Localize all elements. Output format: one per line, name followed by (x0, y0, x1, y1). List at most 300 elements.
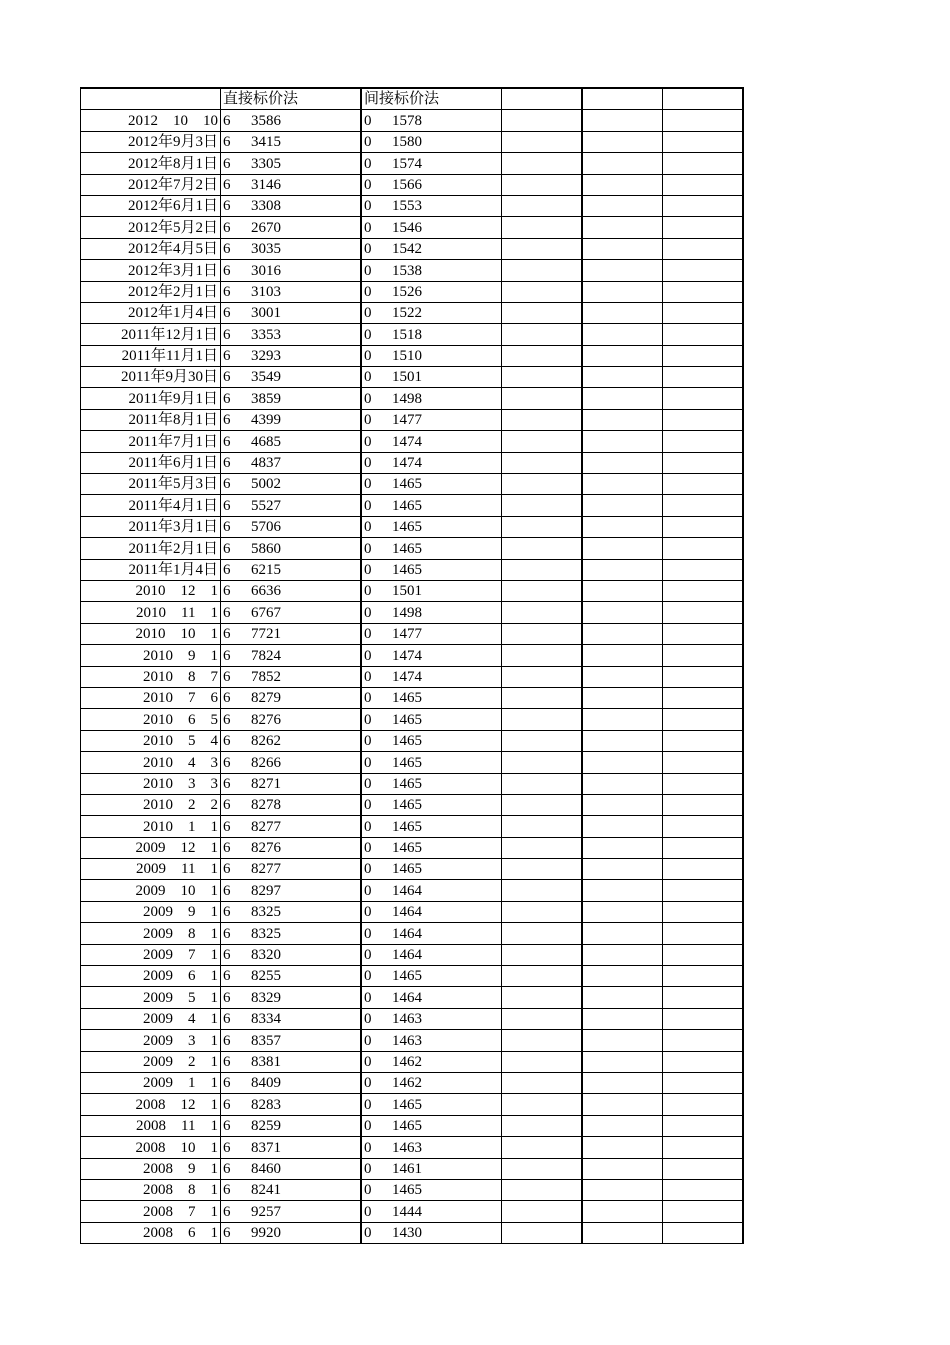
direct-rate-cell[interactable] (221, 367, 362, 388)
empty-cell[interactable] (663, 752, 744, 773)
indirect-rate-cell[interactable] (361, 195, 502, 216)
empty-cell[interactable] (502, 837, 583, 858)
empty-cell[interactable] (502, 1222, 583, 1243)
empty-cell[interactable] (663, 260, 744, 281)
empty-cell[interactable] (502, 217, 583, 238)
empty-cell[interactable] (663, 302, 744, 323)
empty-cell[interactable] (663, 1094, 744, 1115)
empty-cell[interactable] (502, 1137, 583, 1158)
empty-cell[interactable] (663, 1222, 744, 1243)
date-cell[interactable] (81, 794, 221, 815)
empty-cell[interactable] (582, 110, 663, 131)
empty-cell[interactable] (502, 516, 583, 537)
empty-cell[interactable] (502, 367, 583, 388)
empty-cell[interactable] (582, 923, 663, 944)
empty-cell[interactable] (502, 1201, 583, 1222)
empty-cell[interactable] (582, 559, 663, 580)
date-cell[interactable] (81, 131, 221, 152)
date-cell[interactable] (81, 966, 221, 987)
empty-cell[interactable] (502, 880, 583, 901)
indirect-rate-cell[interactable] (361, 367, 502, 388)
empty-cell[interactable] (582, 1030, 663, 1051)
empty-cell[interactable] (663, 773, 744, 794)
empty-cell[interactable] (663, 901, 744, 922)
empty-cell[interactable] (502, 816, 583, 837)
indirect-rate-cell[interactable] (361, 837, 502, 858)
empty-cell[interactable] (582, 388, 663, 409)
indirect-rate-cell[interactable] (361, 709, 502, 730)
empty-cell[interactable] (582, 538, 663, 559)
empty-cell[interactable] (502, 345, 583, 366)
header-cell-direct-quotation[interactable]: 直接标价法 (221, 88, 362, 110)
empty-cell[interactable] (663, 431, 744, 452)
indirect-rate-cell[interactable] (361, 1115, 502, 1136)
empty-cell[interactable] (582, 260, 663, 281)
empty-cell[interactable] (663, 1158, 744, 1179)
indirect-rate-cell[interactable] (361, 495, 502, 516)
empty-cell[interactable] (582, 987, 663, 1008)
empty-cell[interactable] (502, 409, 583, 430)
empty-cell[interactable] (582, 580, 663, 601)
empty-cell[interactable] (663, 452, 744, 473)
empty-cell[interactable] (502, 388, 583, 409)
date-cell[interactable] (81, 559, 221, 580)
empty-cell[interactable] (663, 966, 744, 987)
empty-cell[interactable] (582, 1201, 663, 1222)
empty-cell[interactable] (582, 859, 663, 880)
indirect-rate-cell[interactable] (361, 623, 502, 644)
direct-rate-cell[interactable] (221, 1201, 362, 1222)
empty-cell[interactable] (663, 1051, 744, 1072)
empty-cell[interactable] (502, 559, 583, 580)
indirect-rate-cell[interactable] (361, 131, 502, 152)
empty-cell[interactable] (663, 474, 744, 495)
indirect-rate-cell[interactable] (361, 923, 502, 944)
indirect-rate-cell[interactable] (361, 666, 502, 687)
empty-cell[interactable] (663, 1008, 744, 1029)
indirect-rate-cell[interactable] (361, 859, 502, 880)
direct-rate-cell[interactable] (221, 195, 362, 216)
empty-cell[interactable] (502, 474, 583, 495)
indirect-rate-cell[interactable] (361, 901, 502, 922)
empty-cell[interactable] (582, 666, 663, 687)
date-cell[interactable] (81, 816, 221, 837)
empty-cell[interactable] (502, 944, 583, 965)
date-cell[interactable] (81, 452, 221, 473)
direct-rate-cell[interactable] (221, 110, 362, 131)
indirect-rate-cell[interactable] (361, 1094, 502, 1115)
indirect-rate-cell[interactable] (361, 516, 502, 537)
direct-rate-cell[interactable] (221, 1094, 362, 1115)
date-cell[interactable] (81, 153, 221, 174)
empty-cell[interactable] (663, 1201, 744, 1222)
empty-cell[interactable] (582, 1222, 663, 1243)
empty-cell[interactable] (663, 859, 744, 880)
empty-cell[interactable] (663, 495, 744, 516)
empty-cell[interactable] (582, 409, 663, 430)
date-cell[interactable] (81, 880, 221, 901)
empty-cell[interactable] (502, 110, 583, 131)
direct-rate-cell[interactable] (221, 752, 362, 773)
empty-cell[interactable] (663, 709, 744, 730)
date-cell[interactable] (81, 1201, 221, 1222)
direct-rate-cell[interactable] (221, 1137, 362, 1158)
empty-cell[interactable] (502, 174, 583, 195)
indirect-rate-cell[interactable] (361, 1179, 502, 1200)
empty-cell[interactable] (582, 966, 663, 987)
indirect-rate-cell[interactable] (361, 452, 502, 473)
indirect-rate-cell[interactable] (361, 966, 502, 987)
header-cell-empty[interactable] (663, 88, 744, 110)
empty-cell[interactable] (582, 174, 663, 195)
empty-cell[interactable] (663, 217, 744, 238)
empty-cell[interactable] (663, 923, 744, 944)
date-cell[interactable] (81, 516, 221, 537)
indirect-rate-cell[interactable] (361, 1030, 502, 1051)
empty-cell[interactable] (502, 602, 583, 623)
empty-cell[interactable] (582, 880, 663, 901)
indirect-rate-cell[interactable] (361, 409, 502, 430)
empty-cell[interactable] (663, 816, 744, 837)
empty-cell[interactable] (582, 302, 663, 323)
empty-cell[interactable] (582, 474, 663, 495)
empty-cell[interactable] (582, 1072, 663, 1093)
date-cell[interactable] (81, 623, 221, 644)
direct-rate-cell[interactable] (221, 324, 362, 345)
date-cell[interactable] (81, 302, 221, 323)
empty-cell[interactable] (502, 773, 583, 794)
empty-cell[interactable] (502, 923, 583, 944)
date-cell[interactable] (81, 709, 221, 730)
empty-cell[interactable] (582, 516, 663, 537)
empty-cell[interactable] (582, 238, 663, 259)
empty-cell[interactable] (582, 602, 663, 623)
indirect-rate-cell[interactable] (361, 1201, 502, 1222)
empty-cell[interactable] (582, 367, 663, 388)
date-cell[interactable] (81, 859, 221, 880)
empty-cell[interactable] (663, 1115, 744, 1136)
empty-cell[interactable] (502, 1158, 583, 1179)
empty-cell[interactable] (502, 666, 583, 687)
empty-cell[interactable] (502, 794, 583, 815)
indirect-rate-cell[interactable] (361, 474, 502, 495)
direct-rate-cell[interactable] (221, 1179, 362, 1200)
indirect-rate-cell[interactable] (361, 880, 502, 901)
direct-rate-cell[interactable] (221, 559, 362, 580)
date-cell[interactable] (81, 367, 221, 388)
date-cell[interactable] (81, 388, 221, 409)
direct-rate-cell[interactable] (221, 538, 362, 559)
direct-rate-cell[interactable] (221, 837, 362, 858)
direct-rate-cell[interactable] (221, 131, 362, 152)
direct-rate-cell[interactable] (221, 709, 362, 730)
empty-cell[interactable] (582, 1008, 663, 1029)
empty-cell[interactable] (582, 324, 663, 345)
empty-cell[interactable] (502, 859, 583, 880)
date-cell[interactable] (81, 602, 221, 623)
date-cell[interactable] (81, 238, 221, 259)
date-cell[interactable] (81, 1137, 221, 1158)
empty-cell[interactable] (502, 901, 583, 922)
empty-cell[interactable] (663, 1072, 744, 1093)
indirect-rate-cell[interactable] (361, 153, 502, 174)
empty-cell[interactable] (502, 623, 583, 644)
empty-cell[interactable] (582, 217, 663, 238)
indirect-rate-cell[interactable] (361, 1072, 502, 1093)
empty-cell[interactable] (502, 431, 583, 452)
date-cell[interactable] (81, 687, 221, 708)
date-cell[interactable] (81, 431, 221, 452)
empty-cell[interactable] (663, 666, 744, 687)
direct-rate-cell[interactable] (221, 1030, 362, 1051)
empty-cell[interactable] (502, 987, 583, 1008)
direct-rate-cell[interactable] (221, 687, 362, 708)
empty-cell[interactable] (502, 645, 583, 666)
empty-cell[interactable] (502, 538, 583, 559)
direct-rate-cell[interactable] (221, 281, 362, 302)
indirect-rate-cell[interactable] (361, 645, 502, 666)
direct-rate-cell[interactable] (221, 794, 362, 815)
direct-rate-cell[interactable] (221, 495, 362, 516)
empty-cell[interactable] (502, 302, 583, 323)
empty-cell[interactable] (582, 687, 663, 708)
date-cell[interactable] (81, 110, 221, 131)
date-cell[interactable] (81, 901, 221, 922)
date-cell[interactable] (81, 1051, 221, 1072)
header-cell-empty[interactable] (582, 88, 663, 110)
empty-cell[interactable] (502, 1008, 583, 1029)
empty-cell[interactable] (663, 174, 744, 195)
direct-rate-cell[interactable] (221, 666, 362, 687)
empty-cell[interactable] (502, 687, 583, 708)
indirect-rate-cell[interactable] (361, 794, 502, 815)
date-cell[interactable] (81, 730, 221, 751)
indirect-rate-cell[interactable] (361, 217, 502, 238)
empty-cell[interactable] (502, 1051, 583, 1072)
empty-cell[interactable] (582, 794, 663, 815)
empty-cell[interactable] (582, 1094, 663, 1115)
empty-cell[interactable] (582, 345, 663, 366)
direct-rate-cell[interactable] (221, 987, 362, 1008)
empty-cell[interactable] (663, 837, 744, 858)
empty-cell[interactable] (502, 195, 583, 216)
empty-cell[interactable] (582, 837, 663, 858)
direct-rate-cell[interactable] (221, 452, 362, 473)
direct-rate-cell[interactable] (221, 388, 362, 409)
date-cell[interactable] (81, 1008, 221, 1029)
date-cell[interactable] (81, 409, 221, 430)
direct-rate-cell[interactable] (221, 345, 362, 366)
empty-cell[interactable] (663, 580, 744, 601)
date-cell[interactable] (81, 495, 221, 516)
date-cell[interactable] (81, 260, 221, 281)
empty-cell[interactable] (663, 131, 744, 152)
date-cell[interactable] (81, 281, 221, 302)
direct-rate-cell[interactable] (221, 816, 362, 837)
empty-cell[interactable] (502, 580, 583, 601)
empty-cell[interactable] (663, 687, 744, 708)
indirect-rate-cell[interactable] (361, 538, 502, 559)
empty-cell[interactable] (663, 345, 744, 366)
indirect-rate-cell[interactable] (361, 281, 502, 302)
direct-rate-cell[interactable] (221, 1008, 362, 1029)
empty-cell[interactable] (502, 495, 583, 516)
empty-cell[interactable] (663, 1137, 744, 1158)
indirect-rate-cell[interactable] (361, 1137, 502, 1158)
indirect-rate-cell[interactable] (361, 174, 502, 195)
empty-cell[interactable] (663, 388, 744, 409)
date-cell[interactable] (81, 1072, 221, 1093)
empty-cell[interactable] (663, 559, 744, 580)
empty-cell[interactable] (582, 901, 663, 922)
empty-cell[interactable] (663, 195, 744, 216)
empty-cell[interactable] (582, 1115, 663, 1136)
empty-cell[interactable] (582, 452, 663, 473)
empty-cell[interactable] (582, 131, 663, 152)
indirect-rate-cell[interactable] (361, 110, 502, 131)
empty-cell[interactable] (663, 516, 744, 537)
empty-cell[interactable] (663, 110, 744, 131)
empty-cell[interactable] (663, 880, 744, 901)
empty-cell[interactable] (502, 238, 583, 259)
indirect-rate-cell[interactable] (361, 559, 502, 580)
date-cell[interactable] (81, 773, 221, 794)
empty-cell[interactable] (663, 645, 744, 666)
indirect-rate-cell[interactable] (361, 602, 502, 623)
direct-rate-cell[interactable] (221, 944, 362, 965)
date-cell[interactable] (81, 217, 221, 238)
empty-cell[interactable] (582, 623, 663, 644)
empty-cell[interactable] (663, 794, 744, 815)
indirect-rate-cell[interactable] (361, 1051, 502, 1072)
direct-rate-cell[interactable] (221, 1222, 362, 1243)
empty-cell[interactable] (582, 281, 663, 302)
direct-rate-cell[interactable] (221, 580, 362, 601)
empty-cell[interactable] (663, 1030, 744, 1051)
empty-cell[interactable] (502, 966, 583, 987)
direct-rate-cell[interactable] (221, 238, 362, 259)
direct-rate-cell[interactable] (221, 217, 362, 238)
empty-cell[interactable] (502, 281, 583, 302)
indirect-rate-cell[interactable] (361, 773, 502, 794)
date-cell[interactable] (81, 666, 221, 687)
direct-rate-cell[interactable] (221, 923, 362, 944)
header-cell-indirect-quotation[interactable]: 间接标价法 (361, 88, 502, 110)
empty-cell[interactable] (663, 944, 744, 965)
header-cell-empty[interactable] (502, 88, 583, 110)
date-cell[interactable] (81, 1179, 221, 1200)
indirect-rate-cell[interactable] (361, 260, 502, 281)
direct-rate-cell[interactable] (221, 880, 362, 901)
date-cell[interactable] (81, 345, 221, 366)
direct-rate-cell[interactable] (221, 1072, 362, 1093)
indirect-rate-cell[interactable] (361, 302, 502, 323)
empty-cell[interactable] (582, 1137, 663, 1158)
date-cell[interactable] (81, 174, 221, 195)
date-cell[interactable] (81, 944, 221, 965)
empty-cell[interactable] (663, 409, 744, 430)
direct-rate-cell[interactable] (221, 302, 362, 323)
direct-rate-cell[interactable] (221, 409, 362, 430)
indirect-rate-cell[interactable] (361, 580, 502, 601)
header-cell-date[interactable] (81, 88, 221, 110)
empty-cell[interactable] (502, 730, 583, 751)
direct-rate-cell[interactable] (221, 645, 362, 666)
empty-cell[interactable] (502, 709, 583, 730)
date-cell[interactable] (81, 195, 221, 216)
empty-cell[interactable] (663, 730, 744, 751)
date-cell[interactable] (81, 474, 221, 495)
direct-rate-cell[interactable] (221, 474, 362, 495)
empty-cell[interactable] (663, 1179, 744, 1200)
empty-cell[interactable] (502, 1072, 583, 1093)
date-cell[interactable] (81, 538, 221, 559)
empty-cell[interactable] (663, 623, 744, 644)
direct-rate-cell[interactable] (221, 260, 362, 281)
empty-cell[interactable] (663, 281, 744, 302)
indirect-rate-cell[interactable] (361, 816, 502, 837)
indirect-rate-cell[interactable] (361, 324, 502, 345)
direct-rate-cell[interactable] (221, 516, 362, 537)
empty-cell[interactable] (582, 195, 663, 216)
empty-cell[interactable] (663, 367, 744, 388)
empty-cell[interactable] (582, 730, 663, 751)
empty-cell[interactable] (582, 153, 663, 174)
empty-cell[interactable] (663, 987, 744, 1008)
empty-cell[interactable] (582, 773, 663, 794)
date-cell[interactable] (81, 1115, 221, 1136)
direct-rate-cell[interactable] (221, 859, 362, 880)
empty-cell[interactable] (502, 260, 583, 281)
empty-cell[interactable] (502, 153, 583, 174)
direct-rate-cell[interactable] (221, 623, 362, 644)
empty-cell[interactable] (582, 495, 663, 516)
indirect-rate-cell[interactable] (361, 987, 502, 1008)
empty-cell[interactable] (663, 238, 744, 259)
empty-cell[interactable] (502, 131, 583, 152)
date-cell[interactable] (81, 1158, 221, 1179)
date-cell[interactable] (81, 645, 221, 666)
date-cell[interactable] (81, 752, 221, 773)
direct-rate-cell[interactable] (221, 966, 362, 987)
date-cell[interactable] (81, 580, 221, 601)
direct-rate-cell[interactable] (221, 901, 362, 922)
date-cell[interactable] (81, 1222, 221, 1243)
empty-cell[interactable] (663, 602, 744, 623)
empty-cell[interactable] (582, 1158, 663, 1179)
indirect-rate-cell[interactable] (361, 730, 502, 751)
direct-rate-cell[interactable] (221, 730, 362, 751)
empty-cell[interactable] (582, 645, 663, 666)
direct-rate-cell[interactable] (221, 1158, 362, 1179)
direct-rate-cell[interactable] (221, 773, 362, 794)
empty-cell[interactable] (663, 324, 744, 345)
indirect-rate-cell[interactable] (361, 238, 502, 259)
indirect-rate-cell[interactable] (361, 431, 502, 452)
empty-cell[interactable] (663, 538, 744, 559)
empty-cell[interactable] (502, 452, 583, 473)
empty-cell[interactable] (582, 944, 663, 965)
direct-rate-cell[interactable] (221, 1115, 362, 1136)
indirect-rate-cell[interactable] (361, 752, 502, 773)
empty-cell[interactable] (582, 752, 663, 773)
date-cell[interactable] (81, 1030, 221, 1051)
indirect-rate-cell[interactable] (361, 687, 502, 708)
direct-rate-cell[interactable] (221, 431, 362, 452)
indirect-rate-cell[interactable] (361, 1008, 502, 1029)
empty-cell[interactable] (502, 1030, 583, 1051)
date-cell[interactable] (81, 324, 221, 345)
